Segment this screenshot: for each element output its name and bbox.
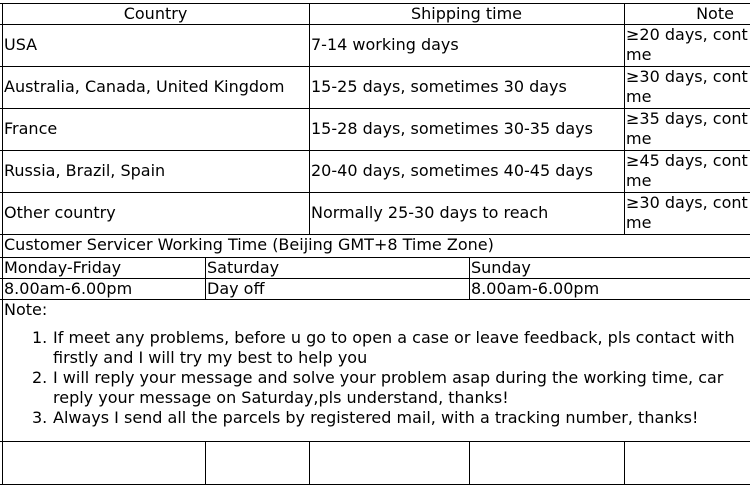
note-number: 1. xyxy=(32,328,48,347)
grid-line xyxy=(0,441,750,442)
note-text-line1: If meet any problems, before u go to open a case or leave feedback, pls contact with xyxy=(53,328,735,347)
hours-weekdays: 8.00am-6.00pm xyxy=(4,279,133,298)
note-item xyxy=(0,368,750,408)
notes-list xyxy=(0,328,750,428)
note-cell-line2: me xyxy=(626,87,652,106)
note-number: 3. xyxy=(32,408,48,427)
note-text-line1: Always I send all the parcels by registered mail, with a tracking number, thanks! xyxy=(53,408,699,427)
note-cell-line1: ≥20 days, cont xyxy=(626,25,748,44)
country-cell: France xyxy=(4,119,58,138)
note-item xyxy=(0,328,750,368)
column-header-note: Note xyxy=(696,4,734,23)
note-item xyxy=(0,408,750,428)
shipping-time-cell: 20-40 days, sometimes 40-45 days xyxy=(311,161,593,180)
grid-line xyxy=(205,257,206,300)
note-text-line1: I will reply your message and solve your problem asap during the working time, car xyxy=(53,368,724,387)
note-cell-line2: me xyxy=(626,213,652,232)
notes-label: Note: xyxy=(4,300,48,319)
country-cell: Australia, Canada, United Kingdom xyxy=(4,77,285,96)
shipping-time-cell: 15-25 days, sometimes 30 days xyxy=(311,77,567,96)
shipping-time-cell: 7-14 working days xyxy=(311,35,459,54)
hours-sunday: 8.00am-6.00pm xyxy=(471,279,600,298)
note-cell-line2: me xyxy=(626,129,652,148)
note-number: 2. xyxy=(32,368,48,387)
day-label-saturday: Saturday xyxy=(207,258,280,277)
note-cell-line1: ≥45 days, cont xyxy=(626,151,748,170)
note-cell-line1: ≥30 days, cont xyxy=(626,193,748,212)
country-cell: Russia, Brazil, Spain xyxy=(4,161,166,180)
grid-line xyxy=(624,441,625,485)
day-label-sunday: Sunday xyxy=(471,258,531,277)
shipping-time-cell: Normally 25-30 days to reach xyxy=(311,203,549,222)
column-header-shipping-time: Shipping time xyxy=(410,4,523,23)
hours-saturday: Day off xyxy=(207,279,265,298)
note-text-line2: firstly and I will try my best to help you xyxy=(53,348,368,367)
grid-line xyxy=(469,257,470,300)
country-cell: Other country xyxy=(4,203,116,222)
working-time-title: Customer Servicer Working Time (Beijing GMT+8 Time Zone) xyxy=(4,235,494,254)
country-cell: USA xyxy=(4,35,38,54)
grid-line xyxy=(624,3,625,235)
grid-line xyxy=(469,441,470,485)
day-label-weekdays: Monday-Friday xyxy=(4,258,122,277)
grid-line xyxy=(0,299,750,300)
grid-line xyxy=(205,441,206,485)
note-cell-line1: ≥35 days, cont xyxy=(626,109,748,128)
grid-line xyxy=(0,484,750,485)
grid-line xyxy=(309,441,310,485)
note-cell-line2: me xyxy=(626,171,652,190)
column-header-country: Country xyxy=(123,4,188,23)
note-cell-line2: me xyxy=(626,45,652,64)
shipping-time-cell: 15-28 days, sometimes 30-35 days xyxy=(311,119,593,138)
note-text-line2: reply your message on Saturday,pls understand, thanks! xyxy=(53,388,509,407)
grid-line xyxy=(309,3,310,235)
note-cell-line1: ≥30 days, cont xyxy=(626,67,748,86)
